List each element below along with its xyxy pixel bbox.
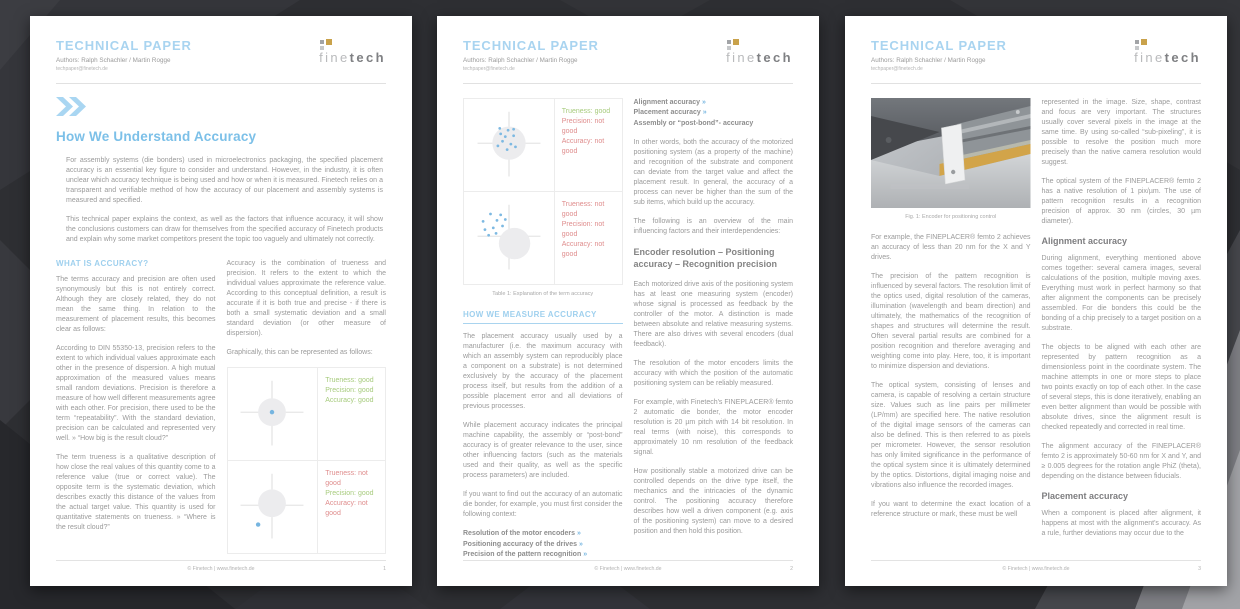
page-header: [463, 38, 793, 72]
page-number: 3: [1198, 566, 1201, 572]
precision-label: Precision: not good: [561, 117, 605, 135]
left-column: [871, 98, 1031, 548]
finetech-logo-icon: [1135, 39, 1147, 50]
paragraph: In other words, both the accuracy of the motorized positioning system (as a property of the machine) and recognition of the substrate and component can deviate from the target value and affect the placement result. In general, the accuracy of a process can never be higher than the sum of the sub items, which build up the accuracy.: [633, 139, 793, 206]
section-heading: WHAT IS ACCURACY?: [56, 258, 149, 268]
paragraph: The precision of the pattern recognition is influenced by several factors. The resolution limit of the optics used, digital resolution of the cameras, illumination (wavelength and beam direction) and ultimately, the mathematics of the recognition of shapes and structures will determine the result. Often several partial results are combined for a position recognition and therefore averaging and weighting come into play. Here, too, it is important to minimize dispersion and deviations.: [871, 272, 1031, 370]
left-column: [463, 98, 623, 561]
paragraph: For example, the FINEPLACER® femto 2 achieves an accuracy of less than 20 nm for the X and Y drives.: [871, 233, 1031, 261]
encoder-photo: [871, 98, 1031, 208]
accuracy-diagram-centered: [228, 368, 319, 460]
header-divider: [56, 83, 386, 84]
paper-type-title: TECHNICAL PAPER: [56, 38, 192, 53]
paragraph: While placement accuracy indicates the principal machine capability, the assembly or “post-bond” accuracy is of greater relevance to the user, since other influencing factors (such as the materials used and their quality, as well as the specific process parameters) are included.: [463, 422, 623, 479]
paragraph: Each motorized drive axis of the positioning system has at least one measuring system (encoder) whose signal is processed as feedback by the controller of the motor. A distinction is made between absolute and relative measuring systems. There are also drives with several encoders (dual feedback).: [633, 281, 793, 348]
copyright-text: © Finetech | www.finetech.de: [1002, 566, 1070, 572]
accuracy-label: Accuracy: not good: [561, 137, 605, 155]
paragraph: For example, with Finetech's FINEPLACER® femto 2 automatic die bonder, the motor encoder resolution is 20 µm pitch with 14 bit resolution. In real terms (with noise), this corresponds to approximately 10 nm resolution of the feedback signal.: [633, 399, 793, 456]
finetech-logo: [1134, 38, 1201, 64]
paragraph: The optical system of the FINEPLACER® femto 2 has a native resolution of 1 pix/µm. The use of pattern recognition results in a recognition precision of approx. 30 nm (circles, 30 µm diameter).: [1041, 177, 1201, 225]
footer-divider: [56, 560, 386, 561]
paragraph: The following is an overview of the main influencing factors and their interdependencies:: [633, 218, 793, 235]
paragraph: The resolution of the motor encoders limits the accuracy with which the position of the automatic positioning system can be reliably measured.: [633, 360, 793, 387]
copyright-text: © Finetech | www.finetech.de: [187, 566, 255, 572]
link-pattern-recognition[interactable]: Precision of the pattern recognition »: [463, 551, 588, 558]
link-motor-encoders[interactable]: Resolution of the motor encoders »: [463, 530, 581, 537]
finetech-logo-icon: [320, 39, 332, 50]
paragraph: If you want to determine the exact location of a reference structure or mark, these must be well: [871, 500, 1031, 518]
document-title: How We Understand Accuracy: [56, 128, 257, 144]
copyright-text: © Finetech | www.finetech.de: [594, 566, 662, 572]
paragraph: According to DIN 55350-13, precision refers to the extent to which individual values approximate each other in the presence of dispersion. A high mutual approximation of the measured values means small random deviations. Precision is therefore a measure of how well different measurements agree with each other. For precision, there used to be the term “repeatability”. With the standard deviation, precision can be calculated and represented very well. » “How big is the result cloud?”: [56, 344, 216, 442]
paper-type-title: TECHNICAL PAPER: [871, 38, 1007, 53]
accuracy-diagram-offset-target: [228, 461, 319, 553]
figure-caption: Fig. 1: Encoder for positioning control: [905, 213, 997, 220]
table-row: [228, 461, 386, 553]
document-page-1: [30, 16, 412, 586]
link-postbond-accuracy: Assembly or “post-bond”- accuracy: [633, 119, 754, 127]
logo-text-fine: fine: [726, 50, 757, 65]
paragraph: The term trueness is a qualitative description of how close the real values of this quantity come to a reference value (true or correct value). The opposite term is the systematic deviation, which describes exactly this distance of the values from the actual target value. This quantity is used for quantitative statements on trueness. » “Where is the result cloud?”: [56, 453, 216, 531]
authors-line: Authors: Ralph Schachler / Martin Rogge: [463, 57, 578, 64]
footer-divider: [463, 560, 793, 561]
table-caption: Table 1: Explanation of the term accuracy: [492, 290, 594, 297]
paragraph: Accuracy is the combination of trueness and precision. It refers to the extent to which the individual values approximate the reference value. According to this conceptual definition, a result is accurate if it is both true and precise - if there is both a small systematic deviation and a small standard deviation (or other measure of dispersion).: [226, 259, 386, 337]
header-divider: [871, 83, 1201, 84]
page-header: [56, 38, 386, 72]
right-column: [227, 259, 387, 554]
accuracy-table: [227, 367, 387, 554]
trueness-label: Trueness: not good: [325, 469, 368, 487]
accuracy-diagram-scattered-offset: [464, 192, 555, 284]
logo-text-tech: tech: [349, 50, 386, 65]
page-footer: [871, 559, 1201, 573]
trueness-label: Trueness: good: [561, 107, 611, 115]
left-column: [56, 259, 216, 554]
table-row: [464, 192, 622, 284]
right-column: [634, 98, 794, 561]
trueness-label: Trueness: good: [325, 376, 374, 384]
paragraph: The objects to be aligned with each other are represented by pattern recognition as a dimensionless point in the coordinate system. The machine attempts in one or more steps to place two points exactly on top of each other. In the case of several steps, this is done iteratively, enabling an even better alignment than would be possible with absolute drives, since the alignment result is checked repeatedly and corrected in real time.: [1041, 343, 1201, 431]
subsection-heading-placement: Placement accuracy: [1041, 490, 1129, 501]
paper-type-title: TECHNICAL PAPER: [463, 38, 599, 53]
paragraph: The placement accuracy usually used by a manufacturer (i.e. the maximum accuracy with which an assembly system can reproducibly place a component on a substrate) is not determined exclusively by the accuracy of the placement process itself, but results from the addition of a possible placement error and all deviations of previous processes.: [463, 333, 623, 410]
finetech-logo: [726, 38, 793, 64]
section-heading-rule: [463, 323, 623, 325]
accuracy-label: Accuracy: not good: [325, 499, 368, 517]
paragraph: When a component is placed after alignment, it happens at most with the alignment's accuracy. As a rule, further deviations may occur due to the: [1041, 509, 1201, 537]
contact-email: techpaper@finetech.de: [463, 65, 515, 72]
paragraph: If you want to find out the accuracy of an automatic die bonder, for example, you must first consider the following context:: [463, 491, 623, 518]
document-page-3: [845, 16, 1227, 586]
contact-email: techpaper@finetech.de: [871, 65, 923, 72]
logo-text-tech: tech: [1164, 50, 1201, 65]
authors-line: Authors: Ralph Schachler / Martin Rogge: [871, 57, 986, 64]
precision-label: Precision: good: [325, 489, 374, 497]
paragraph: During alignment, everything mentioned above comes together: several camera images, several calculations of the position, multiple moving axes. Everything must work in perfect harmony so that after alignment the components can be precisely assembled. For die bonders this could be the bonding of a chip precisely to a target position on a substrate.: [1041, 254, 1201, 332]
page-footer: [56, 559, 386, 573]
precision-label: Precision: not good: [561, 220, 605, 238]
intro-paragraph: For assembly systems (die bonders) used in microelectronics packaging, the specified placement accuracy is an essential key figure to consider and understand. However, in the industry, it is often unclear which accuracy technique is being used and how or when it is measured. Finetech relies on a transparent and verifiable method of how the accuracy of our placement and assembly systems is measured and specified.: [66, 156, 383, 204]
subsection-heading: Encoder resolution – Positioning accuracy – Recognition precision: [633, 247, 778, 269]
link-positioning-accuracy[interactable]: Positioning accuracy of the drives »: [463, 540, 583, 548]
link-arrow: »: [701, 98, 706, 106]
accuracy-label: Accuracy: good: [325, 396, 374, 404]
accuracy-label: Accuracy: not good: [561, 240, 605, 258]
table-row: [228, 368, 386, 461]
paragraph: Graphically, this can be represented as follows:: [226, 348, 373, 356]
link-alignment-accuracy[interactable]: Alignment accuracy »: [633, 98, 706, 106]
page-footer: [463, 559, 793, 573]
paragraph: The alignment accuracy of the FINEPLACER® femto 2 is approximately 50-60 nm for X and Y, and ≥ 0.005 degrees for the rotation angle PhiZ (theta), depending on the distance between fiducials.: [1041, 442, 1201, 480]
trueness-label: Trueness: not good: [561, 200, 605, 218]
paragraph: represented in the image. Size, shape, contrast and focus are very important. The structures usually cover several pixels in the image at the same time. By using so-called “sub-pixeling”, it is possible to resolve the position much more precisely than the native camera resolution would suggest.: [1041, 98, 1201, 166]
section-heading: HOW WE MEASURE ACCURACY: [463, 309, 597, 319]
right-column: [1042, 98, 1202, 548]
page-number: 2: [790, 566, 793, 572]
authors-line: Authors: Ralph Schachler / Martin Rogge: [56, 57, 171, 64]
link-arrow: »: [576, 530, 581, 537]
header-divider: [463, 83, 793, 84]
accuracy-table-continued: [463, 98, 623, 285]
paragraph: The optical system, consisting of lenses and camera, is capable of resolving a certain structure size. Values such as line pairs per millimeter (LP/mm) are specified here. The native resolution of the digital image sensors of the cameras can also be defined. This is then referred to as pixels per micrometer. However, the sensor resolution has only limited significance in the performance of the optical system since it is ultimately determined by the optics. Distortions, digital imaging noise and vibrations also influence the recorded images.: [871, 381, 1031, 489]
paragraph: How positionally stable a motorized drive can be controlled depends on the drive type itself, the mechanics and the intricacies of the dynamic control. The positioning accuracy therefore describes how well a driven component (e.g. axis of the positioning system) can move to a desired position and then hold this position.: [633, 468, 793, 535]
finetech-logo: [319, 38, 386, 64]
accuracy-diagram-scattered-centered: [464, 99, 555, 191]
table-row: [464, 99, 622, 192]
subsection-heading-alignment: Alignment accuracy: [1041, 235, 1128, 246]
precision-label: Precision: good: [325, 386, 374, 394]
double-chevron-icon: [56, 97, 386, 121]
logo-text-tech: tech: [756, 50, 793, 65]
page-number: 1: [383, 566, 386, 572]
logo-text-fine: fine: [319, 50, 350, 65]
paragraph: The terms accuracy and precision are often used synonymously but this is not entirely correct. Although they are closely related, they do not mean the same thing. In relation to the measurement of placement results, this becomes clear as follows:: [56, 275, 216, 333]
footer-divider: [871, 560, 1201, 561]
link-arrow: »: [583, 551, 588, 558]
document-page-2: [437, 16, 819, 586]
page-header: [871, 38, 1201, 72]
link-arrow: »: [702, 109, 707, 116]
contact-email: techpaper@finetech.de: [56, 65, 108, 72]
link-arrow: »: [578, 540, 583, 548]
logo-text-fine: fine: [1134, 50, 1165, 65]
finetech-logo-icon: [727, 39, 739, 50]
intro-paragraph: This technical paper explains the context, as well as the factors that influence accuracy, it will show the conclusions customers can draw for themselves from the specified accuracy of Finetech products and explain why some market competitors present the topic too vaguely and ultimately not correctly.: [66, 215, 383, 243]
link-placement-accuracy[interactable]: Placement accuracy »: [633, 109, 707, 116]
